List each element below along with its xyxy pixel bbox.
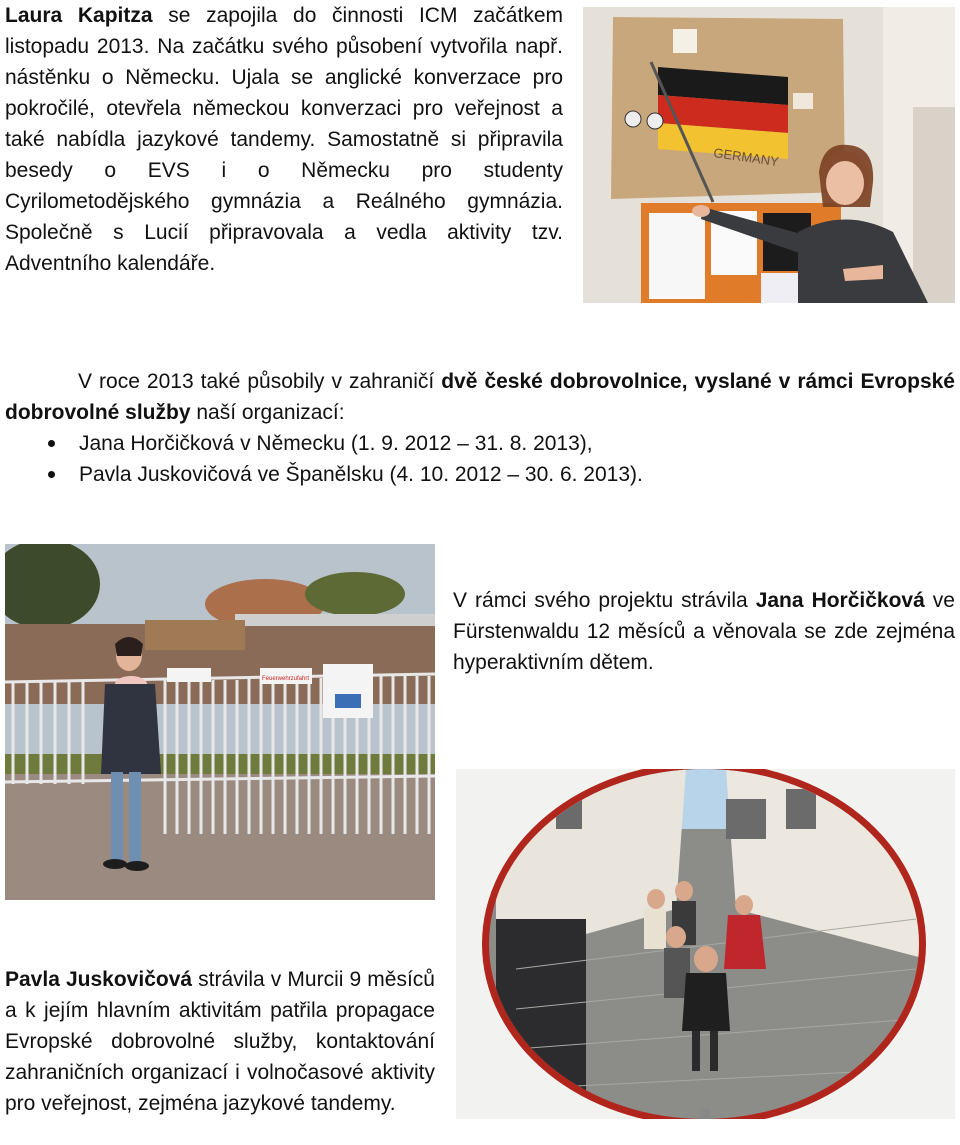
list-item xyxy=(5,428,955,459)
bullet-icon xyxy=(48,440,55,447)
person-name-pavla: Pavla Juskovičová xyxy=(5,968,193,991)
photo-laura-germany-board xyxy=(583,7,955,303)
paragraph-laura-text: se zapojila do činnosti ICM začátkem listopadu 2013. Na začátku svého působení vytvořila např. nástěnku o Německu. Ujala se anglické konverzace pro pokročilé, otevřela německou konverzaci pro veřejnost a také nabídla jazykové tandemy. Samostatně si připravila besedy o EVS i o Německu pro studenty Cyrilometodějského gymnázia a Reálného gymnázia. Společně s Lucií připravovala a vedla aktivity tzv. Adventního kalendáře. xyxy=(5,4,563,275)
paragraph-volunteers-text-1: V roce 2013 také působily v zahraničí xyxy=(78,370,442,393)
bullet-icon xyxy=(48,471,55,478)
volunteer-list xyxy=(5,428,955,490)
paragraph-laura-kapitza xyxy=(5,0,563,279)
list-item xyxy=(5,459,955,490)
photo-jana-fence xyxy=(5,544,435,900)
paragraph-volunteers-bold: dvě české dobrovolnice, vyslané v rámci Evropské dobrovolné služby xyxy=(5,370,955,424)
paragraph-pavla-text: strávila v Murcii 9 měsíců a k jejím hlavním aktivitám patřila propagace Evropské dobrovolné služby, kontaktování zahraničních organizací i volnočasové aktivity pro veřejnost, zejména jazykové tandemy. xyxy=(5,968,435,1115)
poster-caption: GERMANY xyxy=(712,145,780,170)
list-item-text: Pavla Juskovičová ve Španělsku (4. 10. 2012 – 30. 6. 2013). xyxy=(79,463,643,486)
photo-pavla-street-mirror xyxy=(456,769,955,1119)
paragraph-pavla-juskovicova xyxy=(5,964,435,1119)
paragraph-jana-horcickova xyxy=(453,585,955,678)
paragraph-volunteers-abroad xyxy=(5,366,955,428)
paragraph-jana-text-2: ve Fürstenwaldu 12 měsíců a věnovala se zde zejména hyperaktivním dětem. xyxy=(453,589,955,674)
paragraph-jana-text-1: V rámci svého projektu strávila xyxy=(453,589,756,612)
paragraph-volunteers-text-2: naší organizací: xyxy=(190,401,345,424)
list-item-text: Jana Horčičková v Německu (1. 9. 2012 – 31. 8. 2013), xyxy=(79,432,593,455)
person-name-laura: Laura Kapitza xyxy=(5,4,153,27)
fence-sign-text: Feuerwehrzufahrt xyxy=(262,676,310,682)
person-name-jana: Jana Horčičková xyxy=(755,589,925,612)
